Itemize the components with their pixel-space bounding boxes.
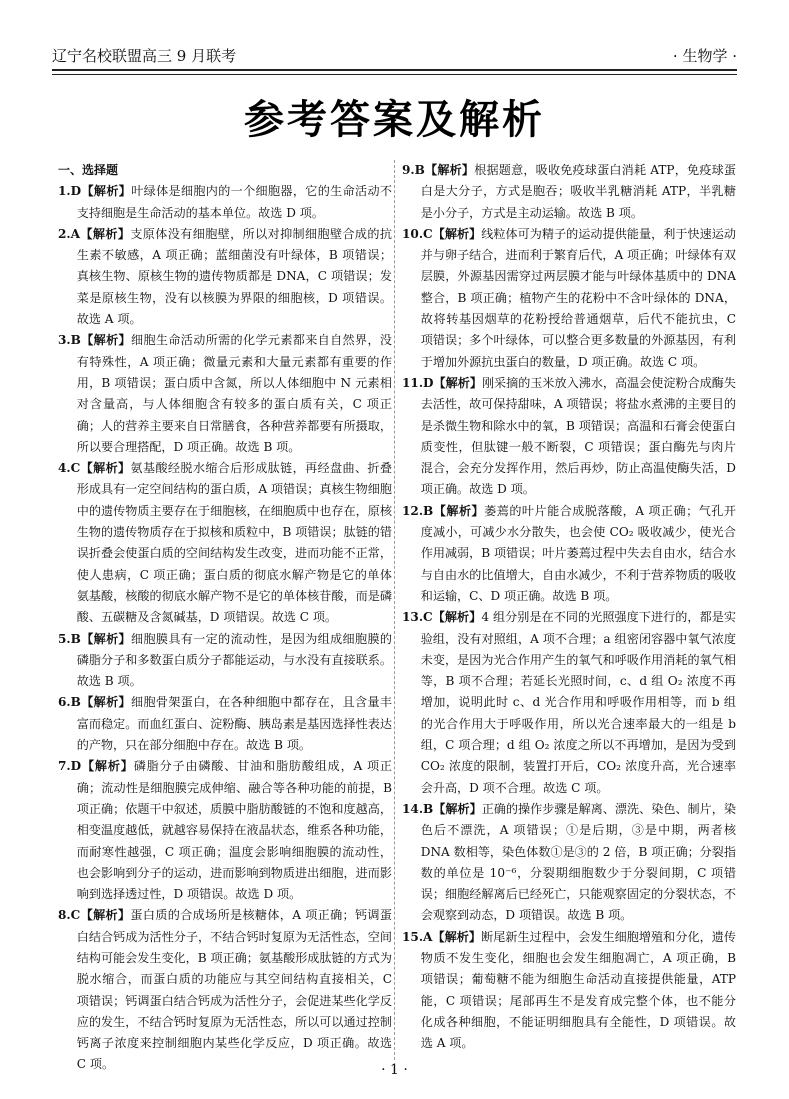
analysis-tag: 【解析】 (80, 461, 131, 476)
question-number: 2.A (58, 226, 81, 241)
answer-item (58, 692, 392, 756)
analysis-text: 叶绿体是细胞内的一个细胞器，它的生命活动不支持细胞是生命活动的基本单位。故选 D 项。 (76, 184, 392, 220)
analysis-text: 蛋白质的合成场所是核糖体，A 项正确；钙调蛋白结合钙成为活性分子，不结合钙时复原为无活性态，空间结构可能会发生变化，B 项正确；氨基酸形成肽链的方式为脱水缩合，而蛋白质的功能应与其空间结构直接相关，C 项错误；钙调蛋白结合钙成为活性分子，会促进某些化学反应的发生，不结合钙时复原为无活性态，所以可以通过控制钙离子浓度来控制细胞内某些化学反应，D 项正确。故选 C 项。 (76, 908, 392, 1072)
answer-list-right (402, 160, 736, 1054)
analysis-tag: 【解析】 (80, 333, 131, 348)
left-column (58, 160, 392, 1076)
analysis-text: 正确的操作步骤是解离、漂洗、染色、制片，染色后不漂洗，A 项错误；①是后期，③是中期，两者核 DNA 数相等，染色体数①是③的 2 倍，B 项正确；分裂指数的单位是 10⁻⁶，分裂期细胞数少于分裂间期，C 项错误；细胞经解离后已经死亡，只能观察固定的分裂状态，不会观察到动态，D 项错误。故选 B 项。 (420, 801, 736, 923)
answer-item (402, 373, 736, 501)
answer-item (402, 799, 736, 927)
question-number: 12.B (402, 503, 434, 518)
question-number: 5.B (58, 631, 81, 646)
header-rule (52, 74, 737, 75)
analysis-tag: 【解析】 (433, 801, 482, 816)
analysis-tag: 【解析】 (432, 226, 482, 241)
header-exam-name: 辽宁名校联盟高三 9 月联考 (52, 47, 237, 65)
question-number: 15.A (402, 929, 433, 944)
analysis-text: 支原体没有细胞壁，所以对抑制细胞壁合成的抗生素不敏感，A 项正确；蓝细菌没有叶绿体，B 项错误；真核生物、原核生物的遗传物质都是 DNA，C 项错误；发菜是原核生物，没有以核膜为界限的细胞核，D 项错误。故选 A 项。 (76, 226, 392, 327)
analysis-text: 根据题意，吸收免疫球蛋白消耗 ATP，免疫球蛋白是大分子，方式是胞吞；吸收半乳糖消耗 ATP，半乳糖是小分子，方式是主动运输。故选 B 项。 (420, 163, 736, 220)
analysis-text: 线粒体可为精子的运动提供能量，利于快速运动并与卵子结合，进而利于繁育后代，A 项正确；叶绿体有双层膜，外源基因需穿过两层膜才能与叶绿体基质中的 DNA 整合，B 项正确；植物产生的花粉中不含叶绿体的 DNA，故将转基因烟草的花粉授给普通烟草，后代不能抗虫，C 项错误；多个叶绿体，可以整合更多数量的外源基因，有利于增加外源抗虫蛋白的数量，D 项正确。故选 C 项。 (420, 226, 736, 369)
answer-item (402, 160, 736, 224)
analysis-tag: 【解析】 (80, 695, 131, 710)
page-number: · 1 · (381, 1062, 408, 1078)
answer-item (402, 224, 736, 373)
page-header (52, 36, 737, 71)
analysis-text: 4 组分别是在不同的光照强度下进行的，都是实验组，没有对照组，A 项不合理；a 组密闭容器中氧气浓度未变，是因为光合作用产生的氧气和呼吸作用消耗的氧气相等，B 项不合理；若延长光照时间，c、d 组 O₂ 浓度不再增加，说明此时 c、d 光合作用和呼吸作用相等，而 b 组的光合作用大于呼吸作用，所以光合速率最大的一组是 b 组，C 项合理；d 组 O₂ 浓度之所以不再增加，是因为受到 CO₂ 浓度的限制，装置打开后，CO₂ 浓度升高，光合速率会升高，D 项不合理。故选 C 项。 (420, 610, 736, 795)
question-number: 13.C (402, 610, 433, 625)
question-number: 6.B (58, 695, 81, 710)
page-title: 参考答案及解析 (244, 97, 545, 143)
column-divider (394, 160, 395, 1060)
answer-item (58, 330, 392, 458)
right-column (402, 160, 736, 1054)
analysis-text: 萎蔫的叶片能合成脱落酸，A 项正确；气孔开度减小，可减少水分散失，也会使 CO₂ 吸收减少，使光合作用减弱，B 项错误；叶片萎蔫过程中失去自由水，结合水与自由水的比值增大，自由水减少，不利于营养物质的吸收和运输，C、D 项正确。故选 B 项。 (420, 503, 736, 603)
analysis-tag: 【解析】 (81, 759, 134, 774)
answer-item (58, 629, 392, 693)
section-heading: 一、选择题 (58, 163, 119, 177)
answer-item (58, 181, 392, 224)
analysis-tag: 【解析】 (80, 226, 131, 241)
analysis-text: 细胞膜具有一定的流动性，是因为组成细胞膜的磷脂分子和多数蛋白质分子都能运动，与水没有直接联系。故选 B 项。 (76, 631, 392, 689)
answer-list-left (58, 181, 392, 1075)
answer-item (402, 607, 736, 799)
analysis-tag: 【解析】 (424, 163, 475, 177)
answer-item (58, 905, 392, 1075)
analysis-tag: 【解析】 (432, 929, 482, 944)
question-number: 14.B (402, 801, 434, 816)
analysis-text: 细胞骨架蛋白，在各种细胞中都存在，且含量丰富而稳定。而血红蛋白、淀粉酶、胰岛素是基因选择性表达的产物，只在部分细胞中存在。故选 B 项。 (76, 695, 392, 753)
answer-item (402, 501, 736, 607)
question-number: 10.C (402, 226, 433, 241)
analysis-text: 细胞生命活动所需的化学元素都来自自然界，没有特殊性，A 项正确；微量元素和大量元素都有重要的作用，B 项错误；蛋白质中含氮，所以人体细胞中 N 元素相对含量高，与人体细胞含有较多的蛋白质有关，C 项正确；人的营养主要来自日常膳食，各种营养都要有所摄取，所以要合理搭配，D 项正确。故选 B 项。 (76, 333, 392, 454)
answer-item (58, 224, 392, 330)
analysis-text: 氨基酸经脱水缩合后形成肽链，再经盘曲、折叠形成具有一定空间结构的蛋白质，A 项错误；真核生物细胞中的遗传物质主要存在于细胞核，在细胞质中也存在，原核生物的遗传物质存在于拟核和质粒中，B 项错误；肽链的错误折叠会使蛋白质的空间结构发生改变，进而功能不正常，使人患病，C 项正确；蛋白质的彻底水解产物是它的单体氨基酸，核酸的彻底水解产物不是它的单体核苷酸，而是磷酸、五碳糖及含氮碱基，D 项错误。故选 C 项。 (76, 461, 392, 625)
header-subject: · 生物学 · (672, 47, 737, 65)
analysis-tag: 【解析】 (433, 503, 485, 518)
question-number: 3.B (58, 333, 81, 348)
question-number: 1.D (58, 184, 82, 199)
question-number: 8.C (58, 908, 81, 923)
question-number: 11.D (402, 375, 434, 390)
question-number: 9.B (402, 163, 425, 177)
question-number: 4.C (58, 461, 81, 476)
analysis-text: 磷脂分子由磷酸、甘油和脂肪酸组成，A 项正确；流动性是细胞膜完成伸缩、融合等各种功能的前提，B 项正确；依题干中叙述，质膜中脂肪酸链的不饱和度越高，相变温度越低，就越容易保持在液晶状态，维系各种功能，而耐寒性越强，C 项正确；温度会影响细胞膜的流动性，也会影响到分子的运动，进而影响到物质进出细胞，进而影响到选择透过性，D 项错误。故选 D 项。 (76, 759, 392, 902)
analysis-tag: 【解析】 (81, 184, 132, 199)
question-number: 7.D (58, 759, 82, 774)
answer-item (58, 458, 392, 628)
analysis-tag: 【解析】 (432, 610, 482, 625)
analysis-text: 断尾新生过程中，会发生细胞增殖和分化，遗传物质不发生变化，细胞也会发生细胞凋亡，A 项正确，B 项错误；葡萄糖不能为细胞生命活动直接提供能量，ATP 能，C 项错误；尾部再生不是发育成完整个体，也不能分化成各种细胞，不能证明细胞具有全能性，D 项错误。故选 A 项。 (420, 929, 736, 1051)
answer-item (58, 756, 392, 905)
answer-item (402, 927, 736, 1055)
analysis-tag: 【解析】 (80, 908, 131, 923)
analysis-text: 刚采摘的玉米放入沸水，高温会使淀粉合成酶失去活性，故可保持甜味，A 项错误；将盐水煮沸的主要目的是杀微生物和除水中的氧，B 项错误；高温和石膏会使蛋白质变性，但肽键一般不断裂，C 项错误；蛋白酶先与肉片混合，会充分发挥作用，然后再炒，防止高温使酶失活，D 项正确。故选 D 项。 (420, 375, 736, 497)
analysis-tag: 【解析】 (433, 375, 482, 390)
analysis-tag: 【解析】 (80, 631, 131, 646)
